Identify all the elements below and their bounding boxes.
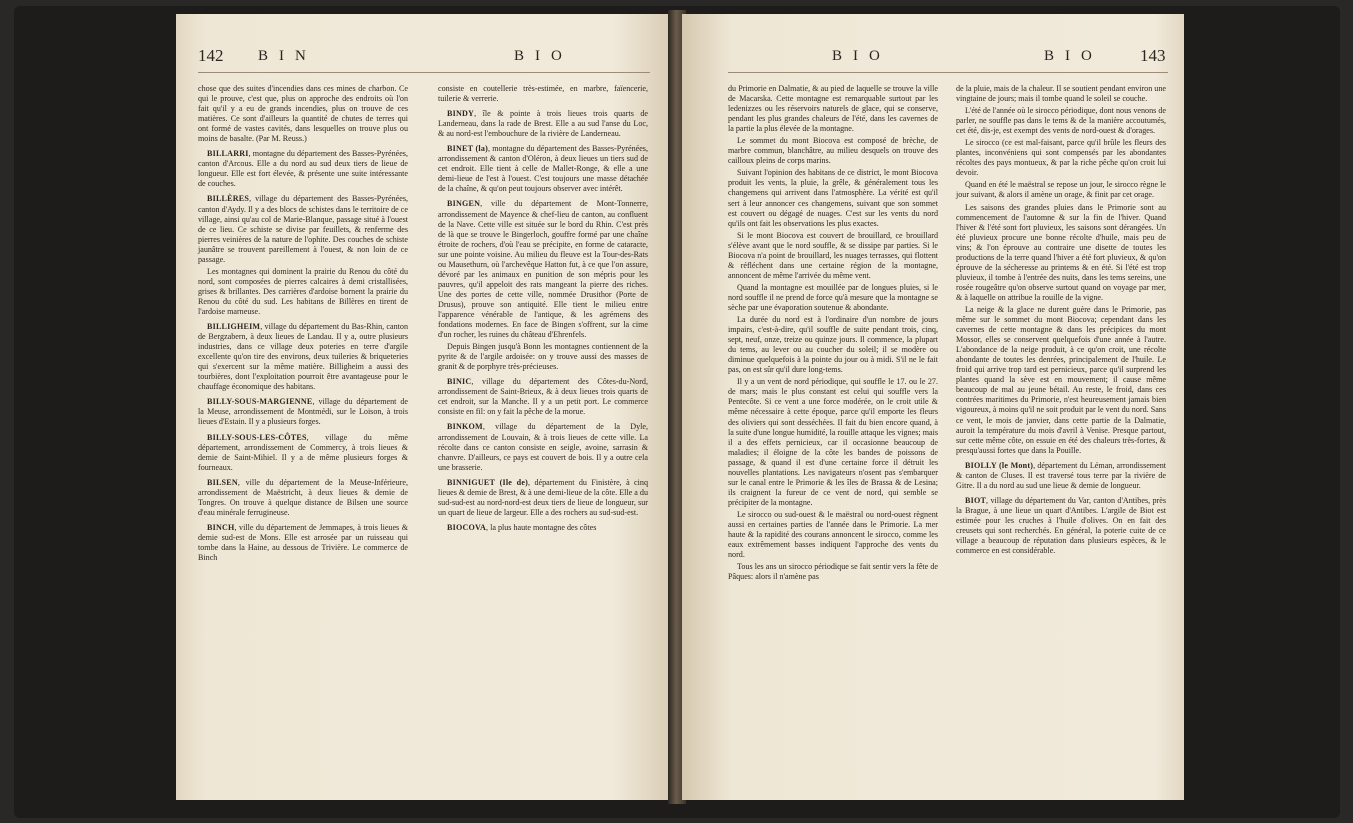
paragraph xyxy=(438,342,648,372)
left-column-2 xyxy=(438,84,648,535)
entry-text: Les saisons des grandes pluies dans le Primorie sont au commencement de l'automne & sur la fin de l'hiver. Quand l'hiver & l'été sont fort pluvieux, les saisons sont dérangées. Un été pluvieux procure une bonne récolte d'huile, mais peu de vins; & l'on éprouve au contraire une disette de toutes les productions de la terre quand l'hiver a été fort pluvieux, & qu'on éprouve de la sécheresse au printems & en été. Si l'été est trop pluvieux, il tombe à l'entrée des nuits, dans les tems sereins, une rosée rougeâtre qu'on observe surtout quand on voyage par mer, & à laquelle on attribue la rouille de la vigne. xyxy=(956,202,1166,302)
entry-headword: BINCH xyxy=(207,522,235,532)
entry-text: Tous les ans un sirocco périodique se fait sentir vers la fête de Pâques: alors il n'amène pas xyxy=(728,562,938,582)
dictionary-entry xyxy=(438,377,648,417)
entry-text: , ville du département de Jemmapes, à trois lieues & demie sud-est de Mons. Elle est arrosée par un ruisseau qui tombe dans la Haine, au dessous de Trivière. Le commerce de Binch xyxy=(198,522,408,563)
entry-text: Si le mont Biocova est couvert de brouillard, ce brouillard s'élève avant que le nord souffle, & se dissipe par parties. Si le Biocova n'a point de brouillard, les nuages terrasses, qui flottent & réfléchent dans une certaine région de la montagne, annoncent de même l'arrivée du même vent. xyxy=(728,230,938,280)
entry-headword: BILLY-SOUS-LES-CÔTES xyxy=(207,432,307,442)
paragraph xyxy=(728,84,938,134)
paragraph xyxy=(956,180,1166,200)
entry-text: consiste en coutellerie très-estimée, en marbre, faïencerie, tuilerie & verrerie. xyxy=(438,84,648,104)
entry-text: , village du département de la Meuse, arrondissement de Montmédi, sur le Loison, à trois lieues d'Estain. Il y a plusieurs forges. xyxy=(198,397,408,427)
entry-text: Suivant l'opinion des habitans de ce district, le mont Biocova produit les vents, la pluie, la grêle, & généralement tous les changemens qui arrivent dans l'atmosphère. La vérité est qu'il sert à leur annoncer ces changemens, suivant que son sommet est couvert ou dégagé de nuages. C'est sur les vents du nord qu'ils ont fait les observations les plus exactes. xyxy=(728,168,938,228)
entry-text: La neige & la glace ne durent guère dans le Primorie, pas même sur le sommet du mont Biocova; cependant dans les cavernes de cette montagne & dans les précipices du mont Mossor, elles se conservent quelquefois d'une année à l'autre. L'abondance de la neige produit, à ce qu'on croit, une récolte abondante de toutes les denrées, principalement de l'huile. Le froid qui arrive trop tard est pernicieux, parce qu'il surprend les plantes quand la sève est en mouvement; il cause même beaucoup de mal au jeune bétail. Au reste, le froid, dans ces contrées maritimes du Primorie, n'est heureusement jamais bien vigoureux, à moins qu'il ne soit produit par le vent du nord. Sans ce vent, le mois de janvier, dans cette partie de la Dalmatie, auroit la température du mois d'avril à Venise. Presque partout, sur cette même côte, on essuie en été des chaleurs très-fortes, & presqu'aussi fortes que dans la Pouille. xyxy=(956,304,1166,455)
entry-headword: BILLARRI xyxy=(207,149,249,159)
entry-text: , la plus haute montagne des côtes xyxy=(486,522,597,532)
dictionary-entry xyxy=(198,322,408,392)
paragraph xyxy=(728,168,938,228)
dictionary-entry xyxy=(438,422,648,472)
dictionary-entry xyxy=(198,397,408,427)
paragraph xyxy=(728,315,938,375)
paragraph xyxy=(728,377,938,508)
entry-text: du Primorie en Dalmatie, & au pied de laquelle se trouve la ville de Macarska. Cette montagne est remarquable surtout par les ledenizzes ou les réservoirs naturels de glace, qui se conserve, pendant les plus grandes chaleurs de l'été, dans les cavernes de la partie la plus élevée de la montagne. xyxy=(728,84,938,134)
entry-text: Le sirocco (ce est mal-faisant, parce qu'il brûle les fleurs des plantes, inconvéniens qui sont compensés par les abondantes récoltes des pays montueux, & par la riche pêche qu'on croit lui devoir. xyxy=(956,138,1166,178)
entry-text: chose que des suites d'incendies dans ces mines de charbon. Ce qui le prouve, c'est que, plus on approche des endroits où l'on fait qu'il y a eu de grands incendies, plus on trouve de ces matières. Ce sont d'ailleurs la quantité de chutes de terres qui ont formé de vastes cavités, dans lesquelles on trouve plus ou moins de basalte. (Par M. Reuss.) xyxy=(198,84,408,144)
dictionary-entry xyxy=(438,199,648,340)
entry-headword: BINGEN xyxy=(447,199,481,209)
entry-text: Depuis Bingen jusqu'à Bonn les montagnes contiennent de la pyrite & de l'argile ardoisée: on y trouve aussi des masses de granit & de porphyre très-précieuses. xyxy=(438,342,648,372)
paragraph xyxy=(956,106,1166,136)
entry-text: , département du Finistère, à cinq lieues & demie de Brest, & à une demi-lieue de la côte. Elle a du sud-sud-est au nord-nord-est deux tiers de lieue de longueur, sur un quart de lieue de largeur. Elle a des rochers au sud-sud-est. xyxy=(438,477,648,517)
entry-text: La durée du nord est à l'ordinaire d'un nombre de jours impairs, c'est-à-dire, qu'il souffle de suite pendant trois, cinq, sept, neuf, onze, treize ou quinze jours. Il commence, la plupart du tems, au lever ou au coucher du soleil; il se modère ou diminue quelquefois à la pointe du jour ou à midi. S'il ne le fait pas, on est sûr qu'il dure long-tems. xyxy=(728,315,938,375)
entry-text: , ville du département de la Meuse-Inférieure, arrondissement de Maëstricht, à deux lieues & demie de Tongres. On trouve à quelque distance de Bilsen une source d'eau minérale ferrugineuse. xyxy=(198,477,408,517)
entry-text: , montagne du département des Basses-Pyrénées, arrondissement & canton d'Oléron, à deux lieues un tiers sud de cet endroit. Elle tient à celle de Mallet-Ronge, & elle a une demi-lieue de l'est à l'ouest. C'est toujours une masse détachée de la chaîne, & qu'on peut toujours observer avec intérêt. xyxy=(438,144,648,194)
entry-headword: BILLÈRES xyxy=(207,194,250,204)
entry-headword: BIOLLY (le Mont) xyxy=(965,460,1034,470)
paragraph xyxy=(728,283,938,313)
paragraph xyxy=(728,510,938,560)
entry-headword: BIOT xyxy=(965,495,987,505)
paragraph xyxy=(728,231,938,281)
entry-headword: BINDY xyxy=(447,109,475,119)
entry-text: Le sommet du mont Biocova est composé de brèche, de marbre commun, blanchâtre, au milieu desquels on trouve des cailloux pleins de corps marins. xyxy=(728,136,938,166)
entry-text: , village du département des Basses-Pyrénées, canton d'Aydy. Il y a des blocs de schistes dans le territoire de ce village, ainsi qu'au col de Marie-Blanque, passage situé à l'ouest de ce lieu. Ce schiste se divise par feuillets, & renferme des pierres veinières de la nature de l'ophite. Des couches de schiste jaunâtre se trouvent pareillement à l'ouest, & non loin de ce passage. xyxy=(198,194,408,264)
entry-headword: BINKOM xyxy=(447,422,483,432)
entry-text: , département du Léman, arrondissement & canton de Cluses. Il est traversé tous terre par la rivière de Gitre. Il a du nord au sud une lieue & demie de longueur. xyxy=(956,460,1166,490)
right-column-1 xyxy=(728,84,938,584)
entry-headword: BINET (la) xyxy=(447,144,488,154)
paragraph xyxy=(956,84,1166,104)
right-page-header xyxy=(682,46,1184,70)
dictionary-entry xyxy=(438,523,648,533)
dictionary-entry xyxy=(438,144,648,194)
left-page xyxy=(176,14,672,800)
dictionary-entry xyxy=(198,149,408,189)
entry-headword: BIOCOVA xyxy=(447,522,487,532)
page-number: 142 xyxy=(198,46,224,65)
entry-text: Le sirocco ou sud-ouest & le maëstral ou nord-ouest règnent aussi en certaines parties de l'année dans le Primorie. La mer haute & la rapidité des courans annoncent le sirocco, comme les eaux extrêmement basses indiquent l'approche des vents du nord. xyxy=(728,509,938,560)
page-number: 143 xyxy=(1140,46,1166,65)
dictionary-entry xyxy=(198,523,408,563)
running-head-left: BIO xyxy=(832,48,891,64)
left-column-1 xyxy=(198,84,408,565)
paragraph xyxy=(728,562,938,582)
entry-text: , île & pointe à trois lieues trois quarts de Landerneau, dans la rade de Brest. Elle a au sud l'anse du Loc, & au nord-est l'embouchure de la rivière de Landerneau. xyxy=(438,109,648,139)
dictionary-entry xyxy=(438,109,648,139)
paragraph xyxy=(956,305,1166,456)
entry-headword: BILLIGHEIM xyxy=(207,322,261,332)
entry-headword: BILSEN xyxy=(207,477,238,487)
entry-headword: BINIC xyxy=(447,377,472,387)
entry-text: , village du département de la Dyle, arrondissement de Louvain, & à trois lieues de cette ville. La récolte dans ce canton consiste en seigle, avoine, sarrasin & chanvre. D'ailleurs, ce pays est couvert de bois. Il y a outre cela une brasserie. xyxy=(438,422,648,472)
paragraph xyxy=(198,267,408,317)
dictionary-entry xyxy=(198,194,408,264)
entry-text: , village du département du Bas-Rhin, canton de Bergzabern, à deux lieues de Landau. Il y a, outre plusieurs industries, dans ce village deux poteries en terre d'argile excellente qu'on tire des environs, deux tuileries & briqueteries qui s'exercent sur la même matière. Billigheim a aussi des tourbières, dont l'exploitation pourroit être avantageuse pour le chauffage économique des habitans. xyxy=(198,322,408,392)
header-rule xyxy=(198,72,650,73)
entry-text: , village du département des Côtes-du-Nord, arrondissement de Saint-Brieux, & à deux lieues trois quarts de cet endroit, sur la Manche. Il y a un petit port. Le commerce consiste en fil: on y fait la pêche de la morue. xyxy=(438,377,648,417)
entry-headword: BINNIGUET (Ile de) xyxy=(447,477,529,487)
paragraph xyxy=(956,203,1166,303)
paragraph xyxy=(198,84,408,144)
entry-text: de la pluie, mais de la chaleur. Il se soutient pendant environ une vingtaine de jours; mais il tombe quand le soleil se couche. xyxy=(956,84,1166,104)
entry-text: Quand la montagne est mouillée par de longues pluies, si le nord souffle il ne prend de force qu'à mesure que la montagne se sèche par une évaporation soutenue & abondante. xyxy=(728,282,938,312)
dictionary-entry xyxy=(198,478,408,518)
right-column-2 xyxy=(956,84,1166,558)
entry-text: , ville du département de Mont-Tonnerre, arrondissement de Mayence & chef-lieu de canton, au confluent de la Nave. Cette ville est située sur le bord du Rhin. C'est près de là que se trouve le Bingerloch, gouffre formé par une chaîne étroite de rochers, d'où l'eau se précipite, en forme de cataracte, sur une pointe voisine. Au milieu du fleuve est la Tour-des-Rats ou Mausethurn, où l'archevêque Hatton fut, à ce que l'on assure, dévoré par les animaux en punition de son mépris pour les pauvres, qu'il appeloit des rats mangeant la pierre des riches. Une des portes de cette ville, nommée Drusithor (Porte de Drusus), prouve son antiquité. Elle tient le milieu entre l'apparence vénérable de l'antique, & les agrémens des fondations modernes. En face de Bingen s'offrent, sur la cime d'un rocher, les ruines du château d'Ehrenfels. xyxy=(438,199,648,340)
paragraph xyxy=(956,138,1166,178)
entry-text: L'été de l'année où le sirocco périodique, dont nous venons de parler, ne souffle pas dans le tems & de la manière accoutumés, cet été, dis-je, est exempt des vents de nord-ouest & d'orages. xyxy=(956,106,1166,136)
paragraph xyxy=(438,84,648,104)
entry-text: Quand en été le maëstral se repose un jour, le sirocco règne le jour suivant, & alors il amène un orage, & finit par cet orage. xyxy=(956,180,1166,200)
dictionary-entry xyxy=(438,478,648,518)
entry-text: Il y a un vent de nord périodique, qui souffle le 17. ou le 27. de mars; mais le plus constant est celui qui souffle vers la Pentecôte. Si ce vent a une force modérée, on le croit utile & même nécessaire à cette époque, parce qu'il emporte les fleurs des oliviers qui sont desséchées. Il fait du bien encore quand, à la suite d'une longue humidité, la rouille attaque les vignes; mais il a des effets pernicieux, car il occasionne beaucoup de maladies; il éloigne de la côte les bandes de poissons de passage, & quand il est d'une certaine force il détruit les nouvelles plantations. Les navigateurs n'osent pas s'embarquer sur le canal entre le Primorie & les îles de Brassa & de Lesina; ils craignent la fureur de ce vent de nord, qui semble se précipiter de la montagne. xyxy=(728,377,938,507)
dictionary-entry xyxy=(198,433,408,473)
entry-headword: BILLY-SOUS-MARGIENNE xyxy=(207,397,313,407)
entry-text: , village du département du Var, canton d'Antibes, près la Brague, à une lieue un quart d'Antibes. L'argile de Biot est estimée pour les cruches à l'huile d'olives. On en fait des creusets qui sont recherchés. En général, la poterie cuite de ce village a beaucoup de réputation dans plusieurs espèces, & le commerce en est considérable. xyxy=(956,495,1166,556)
entry-text: , montagne du département des Basses-Pyrénées, canton d'Arcous. Elle a du nord au sud deux tiers de lieue de longueur. Elle est fort élevée, & présente une suite intéressante de couches. xyxy=(198,149,408,189)
right-page xyxy=(682,14,1184,800)
paragraph xyxy=(728,136,938,166)
running-head-left: BIN xyxy=(258,48,317,64)
header-rule xyxy=(728,72,1168,73)
running-head-right: BIO xyxy=(514,48,573,64)
entry-text: , village du même département, arrondissement de Commercy, à trois lieues & demie de Saint-Mihiel. Il y a de même plusieurs forges & fourneaux. xyxy=(198,432,408,472)
left-page-header xyxy=(176,46,672,70)
entry-text: Les montagnes qui dominent la prairie du Renou du côté du nord, sont composées de pierres calcaires à demi cristallisées, grises & brillantes. Des carrières d'ardoise bornent la prairie du Renou du côté du sud. Les habitans de Billères en tirent de l'ardoise marneuse. xyxy=(198,266,408,316)
dictionary-entry xyxy=(956,461,1166,491)
running-head-right: BIO xyxy=(1044,48,1103,64)
dictionary-entry xyxy=(956,496,1166,556)
